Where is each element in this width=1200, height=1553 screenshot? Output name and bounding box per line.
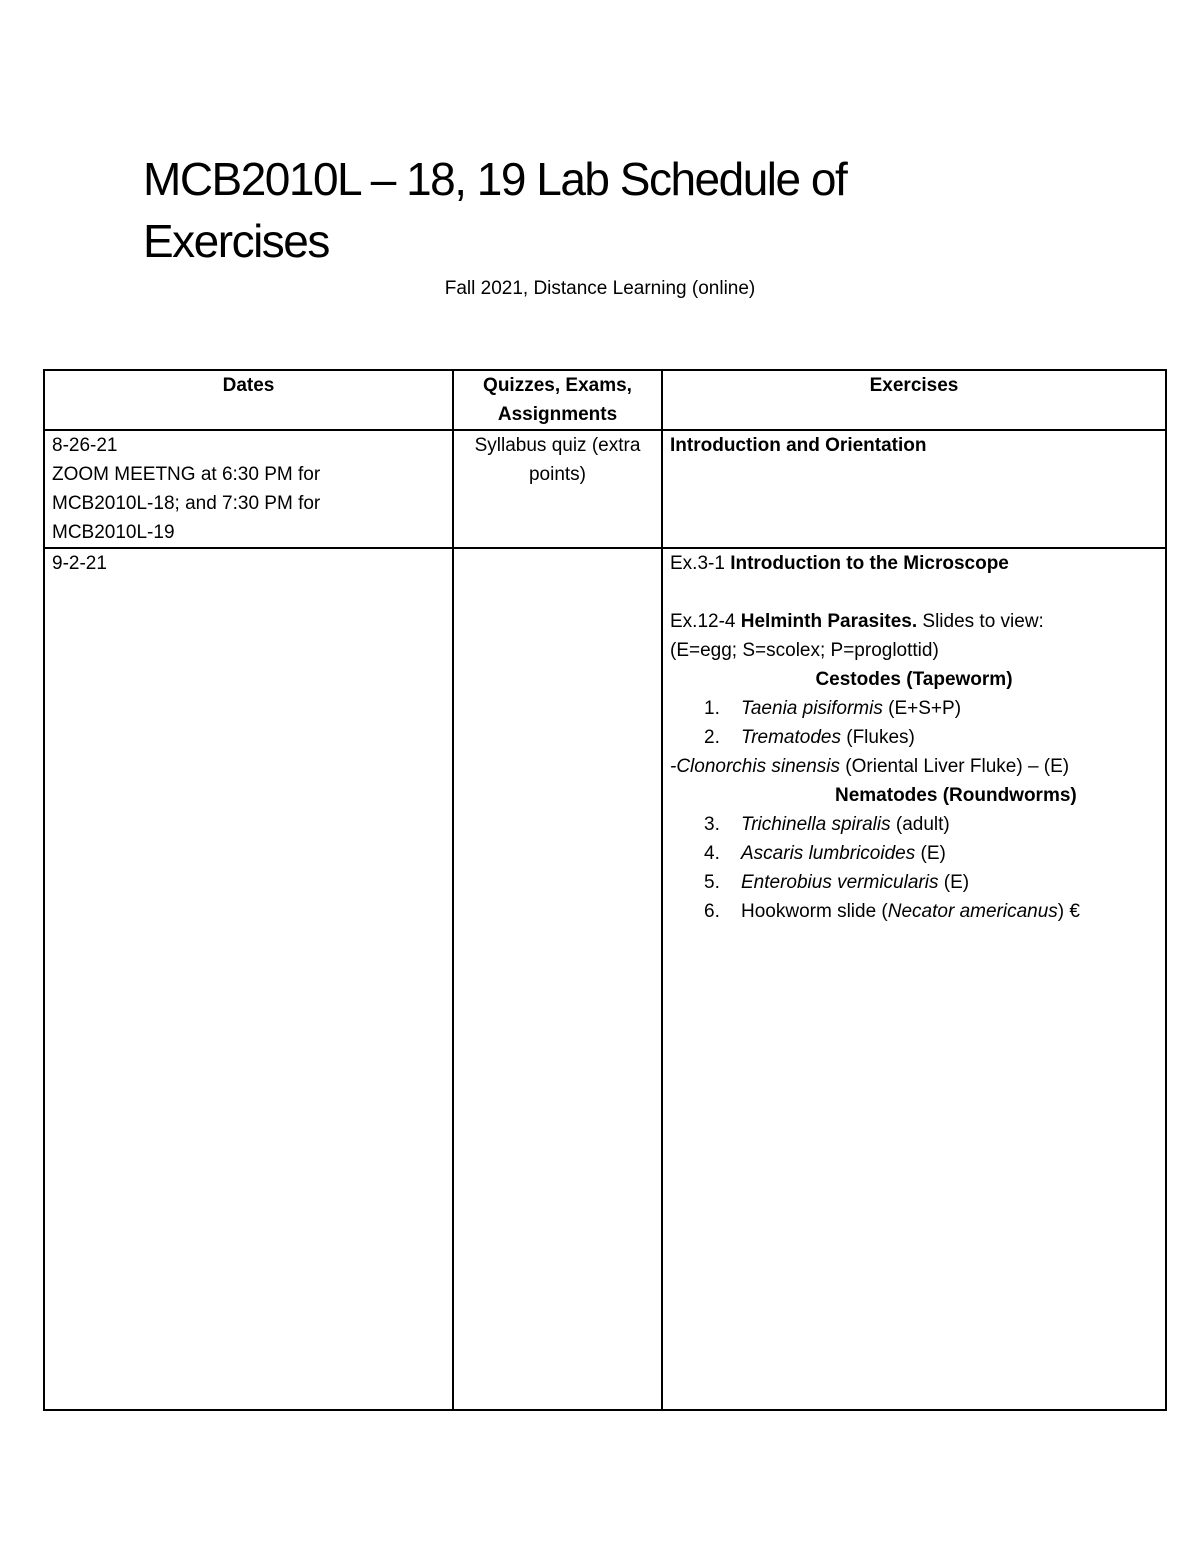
nematodes-heading: Nematodes (Roundworms) <box>835 785 1077 806</box>
page-subtitle: Fall 2021, Distance Learning (online) <box>444 278 756 299</box>
exercise-suffix: Slides to view: <box>922 611 1044 632</box>
exercise-cell: Introduction and Orientation <box>662 430 1166 548</box>
date: 8-26-21 <box>52 435 118 456</box>
date-note-line: MCB2010L-18; and 7:30 PM for <box>52 493 321 514</box>
exercise-prefix: Ex.12-4 <box>670 611 736 632</box>
list-subitem: -Clonorchis sinensis (Oriental Liver Fluke) – (E) <box>670 756 1070 777</box>
schedule-table <box>43 369 1167 1411</box>
page-title: MCB2010L – 18, 19 Lab Schedule of Exercises <box>143 153 847 267</box>
quiz-cell <box>453 548 662 1410</box>
cestodes-heading: Cestodes (Tapeworm) <box>815 669 1013 690</box>
legend: (E=egg; S=scolex; P=proglottid) <box>670 640 939 661</box>
list-item: 5. Enterobius vermicularis (E) <box>704 872 970 893</box>
exercise-prefix: Ex.3-1 <box>670 553 725 574</box>
list-item: 3. Trichinella spiralis (adult) <box>704 814 950 835</box>
header-exercises: Exercises <box>662 370 1166 430</box>
date-note-line: MCB2010L-19 <box>52 522 175 543</box>
header-quizzes: Quizzes, Exams, Assignments <box>453 370 662 430</box>
table-header-row <box>44 370 1166 430</box>
exercise-title: Helminth Parasites. <box>740 611 918 632</box>
quiz-cell: Syllabus quiz (extra points) <box>453 430 662 548</box>
exercise-line <box>670 607 1158 636</box>
table-row <box>44 548 1166 1410</box>
list-item: 1. Taenia pisiformis (E+S+P) <box>704 698 962 719</box>
header-dates: Dates <box>44 370 453 430</box>
exercise-line <box>670 549 1158 578</box>
list-item: 2. Trematodes (Flukes) <box>704 727 915 748</box>
date-cell: 9-2-21 <box>44 548 453 1410</box>
list-item: 4. Ascaris lumbricoides (E) <box>704 843 946 864</box>
date-note-line: ZOOM MEETNG at 6:30 PM for <box>52 464 321 485</box>
list-item: 6. Hookworm slide (Necator americanus) € <box>704 901 1080 922</box>
date-cell <box>44 430 453 548</box>
table-row <box>44 430 1166 548</box>
exercise-cell <box>662 548 1166 1410</box>
exercise-title: Introduction to the Microscope <box>730 553 1009 574</box>
